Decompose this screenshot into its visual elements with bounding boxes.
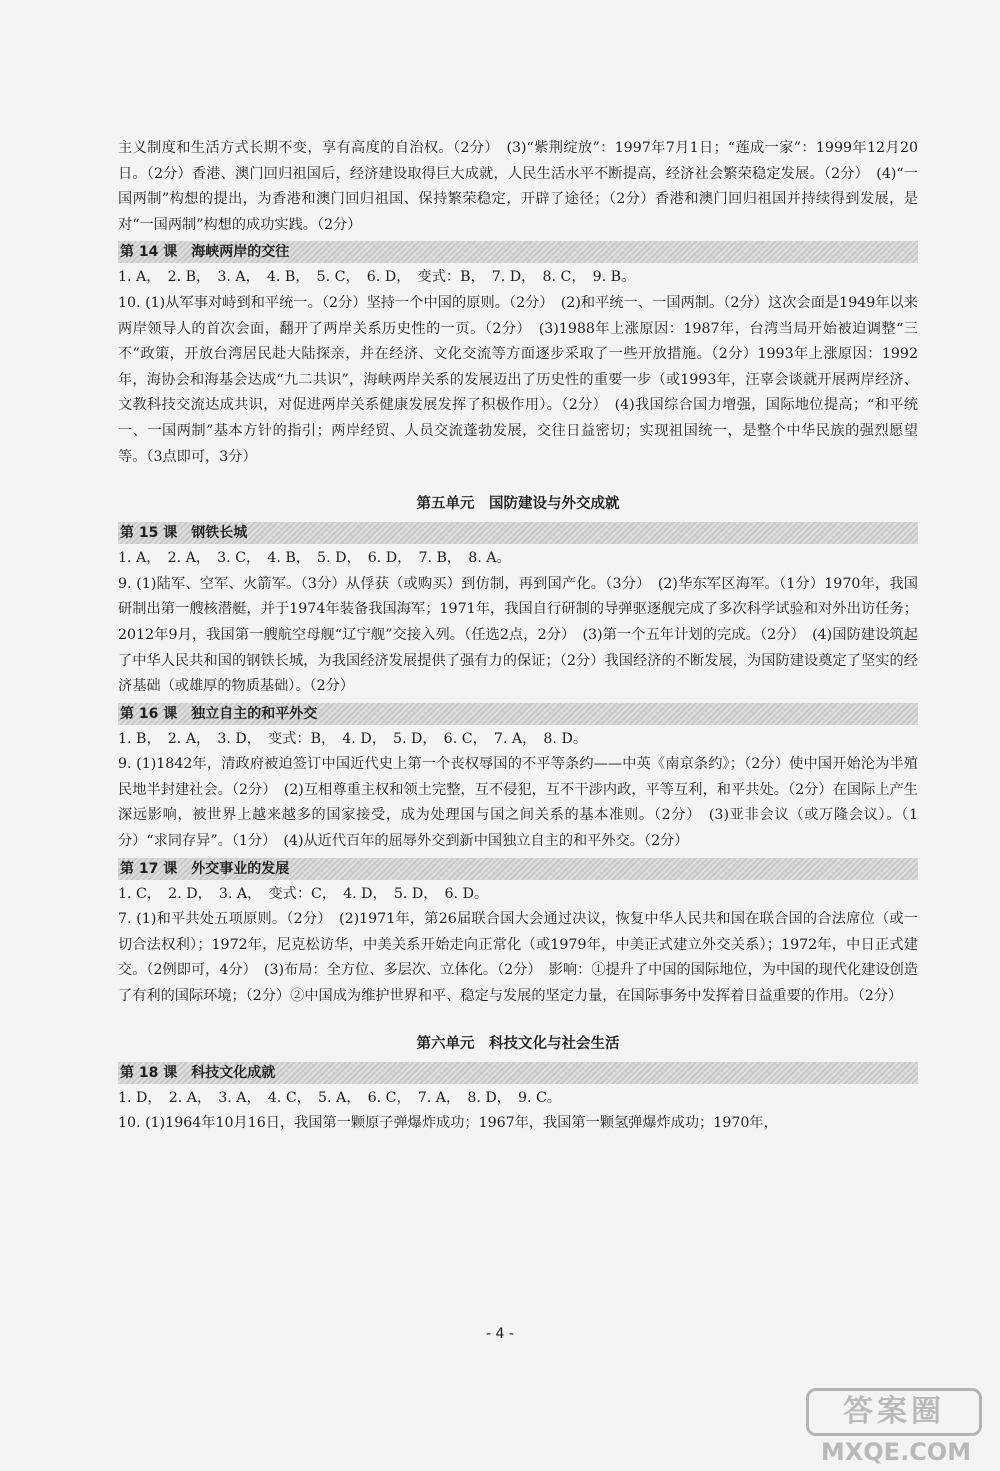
lesson-15-answers: 1. A， 2. A， 3. C， 4. B， 5. D， 6. D， 7. B， 8. A。 [118,550,511,567]
lesson-18-header: 第 18 课 科技文化成就 [118,1062,918,1084]
intro-paragraph: 主义制度和生活方式长期不变，享有高度的自治权。（2分） (3)“紫荆绽放”：1997年7月1日；“莲成一家”：1999年12月20日。（2分）香港、澳门回归祖国后，经济建设取得巨大成就，人民生活水平不断提高，经济社会繁荣稳定发展。（2分） (4)“一国两制”构想的提出，为香港和澳门回归祖国、保持繁荣稳定，开辟了途径；（2分）香港和澳门回归祖国并持续得到发展，是对“一国两制”构想的成功实践。（2分） [118,140,918,233]
answer-page [118,136,918,1137]
lesson-18-answers: 1. D， 2. A， 3. A， 4. C， 5. A， 6. C， 7. A， 8. D， 9. C。 [118,1089,562,1106]
page-number: - 4 - [486,1326,514,1342]
lesson-14-q10: 10. (1)从军事对峙到和平统一。（2分）坚持一个中国的原则。（2分） (2)和平统一、一国两制。（2分）这次会面是1949年以来两岸领导人的首次会面，翻开了两岸关系历史性的一页。（2分） (3)1988年上涨原因：1987年，台湾当局开始被迫调整“三不”政策，开放台湾居民赴大陆探亲，并在经济、文化交流等方面逐步采取了一些开放措施。（2分）1993年上涨原因：1992年，海协会和海基会达成“九二共识”，海峡两岸关系的发展迈出了历史性的重要一步（或1993年，汪辜会谈就开展两岸经济、文教科技交流达成共识，对促进两岸关系健康发展发挥了积极作用）。（2分） (4)我国综合国力增强，国际地位提高；“和平统一、一国两制”基本方针的指引；两岸经贸、人员交流蓬勃发展，交往日益密切；实现祖国统一，是整个中华民族的强烈愿望等。（3点即可，3分） [118,294,918,465]
unit-5-title: 第五单元 国防建设与外交成就 [416,496,620,513]
lesson-14-header: 第 14 课 海峡两岸的交往 [118,241,918,263]
watermark-logo: 答案圈 [806,1388,982,1436]
lesson-16-q9: 9. (1)1842年，清政府被迫签订中国近代史上第一个丧权辱国的不平等条约——中英《南京条约》；（2分）使中国开始沦为半殖民地半封建社会。（2分） (2)互相尊重主权和领土完整，互不侵犯，互不干涉内政，平等互利，和平共处。（2分）在国际上产生深远影响，被世界上越来越多的国家接受，成为处理国与国之间关系的基本准则。（2分） (3)亚非会议（或万隆会议）。（1分）“求同存异”。（1分） (4)从近代百年的屈辱外交到新中国独立自主的和平外交。（2分） [118,756,918,850]
lesson-15-header: 第 15 课 钢铁长城 [118,522,918,544]
watermark-url: MXQE.COM [820,1438,972,1466]
lesson-17-q7: 7. (1)和平共处五项原则。（2分） (2)1971年，第26届联合国大会通过决议，恢复中华人民共和国在联合国的合法席位（或一切合法权利）；1972年，尼克松访华，中美关系开始走向正常化（或1979年，中美正式建立外交关系）；1972年，中日正式建交。（2例即可，4分） (3)布局：全方位、多层次、立体化。（2分） 影响：①提升了中国的国际地位，为中国的现代化建设创造了有利的国际环境；（2分）②中国成为维护世界和平、稳定与发展的坚定力量，在国际事务中发挥着日益重要的作用。（2分） [118,911,918,1005]
lesson-17-answers: 1. C， 2. D， 3. A， 变式：C， 4. D， 5. D， 6. D。 [118,885,489,902]
lesson-18-q10: 10. (1)1964年10月16日，我国第一颗原子弹爆炸成功；1967年，我国第一颗氢弹爆炸成功；1970年， [118,1115,778,1132]
lesson-16-header: 第 16 课 独立自主的和平外交 [118,703,918,725]
watermark [806,1388,986,1468]
unit-6-title: 第六单元 科技文化与社会生活 [416,1035,620,1052]
lesson-17-header: 第 17 课 外交事业的发展 [118,858,918,880]
lesson-14-answers: 1. A， 2. B， 3. A， 4. B， 5. C， 6. D， 变式：B， 7. D， 8. C， 9. B。 [118,269,636,286]
lesson-16-answers: 1. B， 2. A， 3. D， 变式：B， 4. D， 5. D， 6. C， 7. A， 8. D。 [118,730,588,747]
lesson-15-q9: 9. (1)陆军、空军、火箭军。（3分）从俘获（或购买）到仿制，再到国产化。（3分） (2)华东军区海军。（1分）1970年，我国研制出第一艘核潜艇，并于1974年装备我国海军；1971年，我国自行研制的导弹驱逐舰完成了多次科学试验和对外出访任务；2012年9月，我国第一艘航空母舰“辽宁舰”交接入列。（任选2点，2分） (3)第一个五年计划的完成。（2分） (4)国防建设筑起了中华人民共和国的钢铁长城，为我国经济发展提供了强有力的保证；（2分）我国经济的不断发展，为国防建设奠定了坚实的经济基础（或雄厚的物质基础）。（2分） [118,575,918,695]
